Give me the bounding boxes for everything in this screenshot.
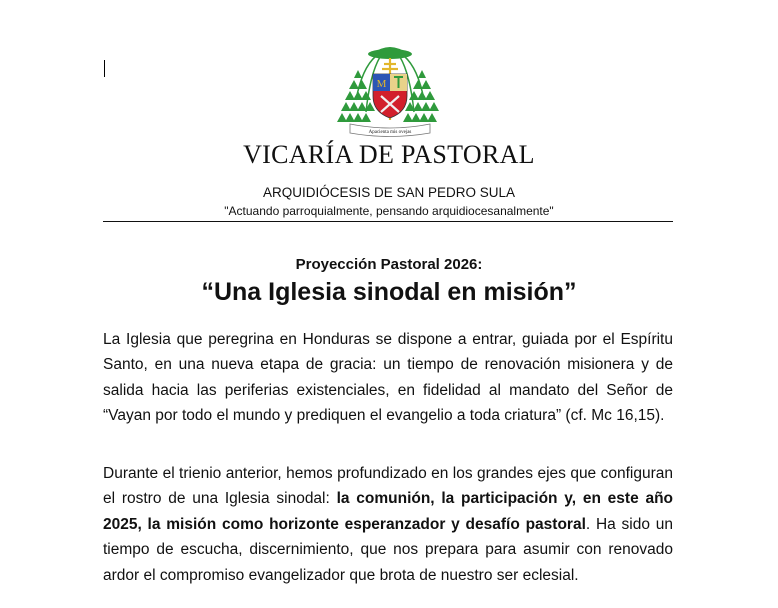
paragraph-2-bold: la comunión, la participación y, en este año 2025, la misión como horizonte esperanzador y desafío pastoral	[103, 490, 674, 533]
ribbon-motto: Apacienta mis ovejas	[368, 130, 412, 135]
paragraph-2	[103, 461, 673, 588]
paragraph-2-text-b: . Ha sido un tiempo de escucha, discernimiento, que nos prepara para asumir con renovado ardor el compromiso evangelizador que brota de nuestro ser eclesial.	[103, 515, 673, 584]
header-divider	[103, 221, 673, 222]
section-heading: Proyección Pastoral 2026:	[295, 256, 483, 273]
page-title: VICARÍA DE PASTORAL	[243, 140, 535, 169]
text-cursor	[104, 60, 105, 77]
section-motto: “Una Iglesia sinodal en misión”	[201, 278, 577, 306]
paragraph-2-text-a: Durante el trienio anterior, hemos profundizado en los grandes ejes que configuran el rostro de una Iglesia sinodal:	[103, 465, 673, 508]
shield-letter: M	[376, 78, 387, 90]
paragraph-1: La Iglesia que peregrina en Honduras se dispone a entrar, guiada por el Espíritu Santo, en una nueva etapa de gracia: un tiempo de renovación misionera y de salida hacia las periferias existenciales, en fidelidad al mandato del Señor de “Vayan por todo el mundo y prediquen el evangelio a toda criatura” (cf. Mc 16,15).	[103, 331, 673, 425]
shield-icon	[373, 74, 407, 118]
subtitle: ARQUIDIÓCESIS DE SAN PEDRO SULA	[262, 185, 516, 200]
coat-of-arms-icon	[336, 40, 444, 140]
tagline: "Actuando parroquialmente, pensando arquidiocesanalmente"	[224, 204, 554, 218]
